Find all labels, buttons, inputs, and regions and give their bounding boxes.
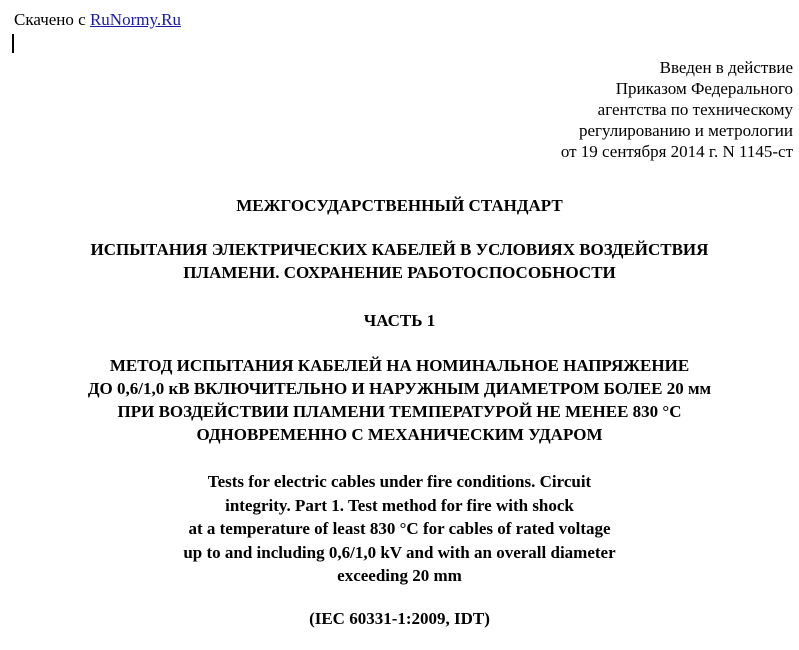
subtitle-line: ДО 0,6/1,0 кВ ВКЛЮЧИТЕЛЬНО И НАРУЖНЫМ ДИАМЕТРОМ БОЛЕЕ 20 мм: [87, 379, 712, 398]
approval-block: [561, 57, 793, 162]
title-line: ПЛАМЕНИ. СОХРАНЕНИЕ РАБОТОСПОСОБНОСТИ: [183, 263, 616, 282]
source-line: [14, 9, 181, 31]
standard-heading: [0, 194, 799, 217]
standard-heading-text: МЕЖГОСУДАРСТВЕННЫЙ СТАНДАРТ: [236, 196, 563, 215]
subtitle-line: ПРИ ВОЗДЕЙСТВИИ ПЛАМЕНИ ТЕМПЕРАТУРОЙ НЕ МЕНЕЕ 830 °С: [117, 402, 682, 421]
document-subtitle: [0, 354, 799, 446]
text-cursor: [12, 34, 14, 53]
approval-line: Приказом Федерального: [615, 79, 793, 98]
source-link[interactable]: RuNormy.Ru: [89, 10, 181, 29]
source-prefix: Скачено с: [14, 10, 86, 29]
iec-reference: [0, 607, 799, 630]
english-title-line: up to and including 0,6/1,0 kV and with an overall diameter: [183, 542, 616, 562]
approval-line: Введен в действие: [659, 58, 793, 77]
english-title-line: integrity. Part 1. Test method for fire with shock: [225, 495, 574, 515]
subtitle-line: ОДНОВРЕМЕННО С МЕХАНИЧЕСКИМ УДАРОМ: [196, 425, 603, 444]
english-title-line: at a temperature of least 830 °C for cables of rated voltage: [188, 519, 611, 538]
iec-reference-text: (IEC 60331-1:2009, IDT): [309, 609, 490, 628]
approval-line: от 19 сентября 2014 г. N 1145-ст: [560, 142, 793, 161]
title-line: ИСПЫТАНИЯ ЭЛЕКТРИЧЕСКИХ КАБЕЛЕЙ В УСЛОВИЯХ ВОЗДЕЙСТВИЯ: [90, 240, 709, 259]
part-label: [0, 309, 799, 332]
approval-line: агентства по техническому: [597, 100, 793, 119]
english-title: [0, 470, 799, 588]
english-title-line: Tests for electric cables under fire conditions. Circuit: [207, 472, 592, 491]
approval-line: регулированию и метрологии: [578, 121, 793, 140]
subtitle-line: МЕТОД ИСПЫТАНИЯ КАБЕЛЕЙ НА НОМИНАЛЬНОЕ НАПРЯЖЕНИЕ: [109, 356, 690, 375]
part-label-text: ЧАСТЬ 1: [363, 311, 436, 330]
document-title: [0, 238, 799, 284]
english-title-line: exceeding 20 mm: [337, 566, 462, 585]
